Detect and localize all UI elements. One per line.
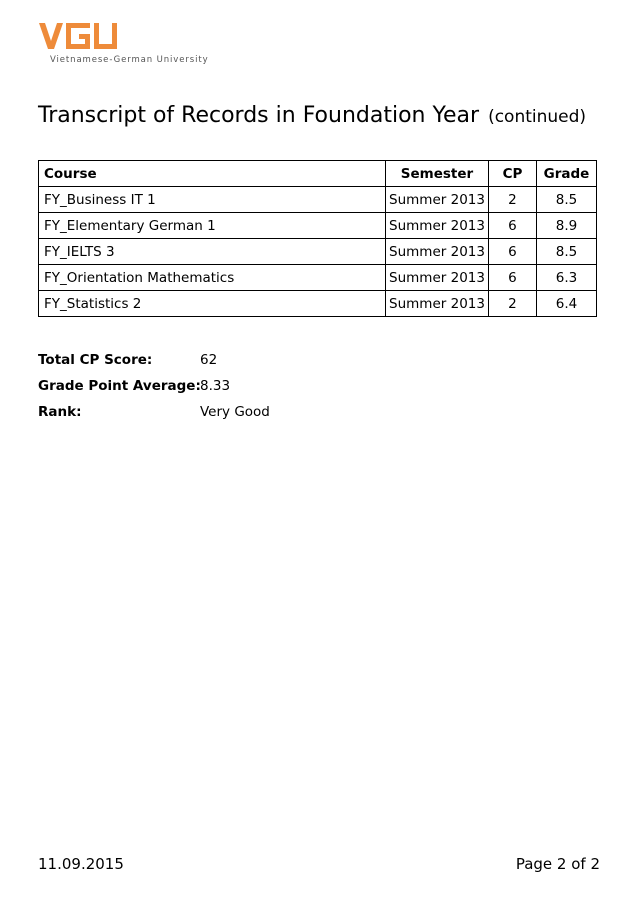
cell-course: FY_Elementary German 1 (39, 213, 386, 239)
rank-label: Rank: (38, 404, 82, 420)
cell-semester: Summer 2013 (386, 265, 489, 291)
records-table (38, 160, 597, 317)
cell-grade: 6.4 (536, 291, 596, 317)
gpa-value: 8.33 (200, 378, 231, 394)
summary-gpa (38, 373, 270, 399)
cell-cp: 2 (488, 187, 536, 213)
cell-course: FY_Orientation Mathematics (39, 265, 386, 291)
total-cp-label: Total CP Score: (38, 352, 153, 368)
rank-value: Very Good (200, 404, 270, 420)
cell-course: FY_Business IT 1 (39, 187, 386, 213)
col-semester-header: Semester (386, 161, 489, 187)
cell-cp: 6 (488, 213, 536, 239)
cell-cp: 2 (488, 291, 536, 317)
total-cp-value: 62 (200, 352, 218, 368)
table-row (39, 291, 597, 317)
cell-course: FY_IELTS 3 (39, 239, 386, 265)
summary-block (38, 347, 270, 425)
cell-semester: Summer 2013 (386, 187, 489, 213)
vgu-logo-mark (38, 22, 120, 52)
cell-grade: 8.5 (536, 187, 596, 213)
gpa-label: Grade Point Average: (38, 378, 201, 394)
title-main: Transcript of Records in Foundation Year (38, 103, 480, 128)
page-title (38, 103, 586, 128)
cell-grade: 8.9 (536, 213, 596, 239)
logo-subtitle: Vietnamese-German University (50, 55, 209, 65)
footer-date: 11.09.2015 (38, 855, 124, 873)
col-grade-header: Grade (536, 161, 596, 187)
col-course-header: Course (39, 161, 386, 187)
footer-page-number: Page 2 of 2 (515, 855, 600, 873)
summary-total-cp (38, 347, 270, 373)
table-row (39, 187, 597, 213)
vgu-logo (38, 22, 209, 68)
cell-cp: 6 (488, 265, 536, 291)
table-header-row (39, 161, 597, 187)
col-cp-header: CP (488, 161, 536, 187)
cell-grade: 6.3 (536, 265, 596, 291)
table-row (39, 213, 597, 239)
title-sub: (continued) (488, 107, 587, 127)
cell-course: FY_Statistics 2 (39, 291, 386, 317)
cell-semester: Summer 2013 (386, 213, 489, 239)
cell-grade: 8.5 (536, 239, 596, 265)
table-row (39, 265, 597, 291)
cell-semester: Summer 2013 (386, 291, 489, 317)
table-row (39, 239, 597, 265)
cell-cp: 6 (488, 239, 536, 265)
cell-semester: Summer 2013 (386, 239, 489, 265)
summary-rank (38, 399, 270, 425)
